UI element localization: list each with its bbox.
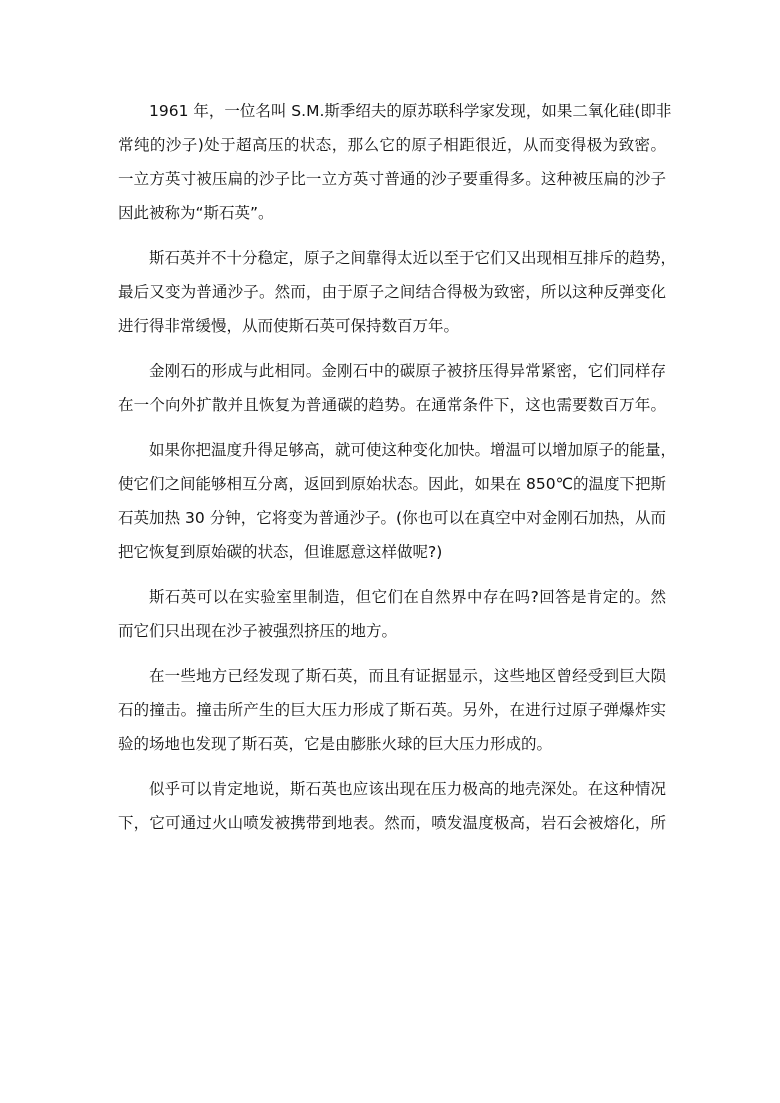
paragraph-2: [118, 248, 677, 336]
article-body: [118, 101, 677, 858]
text-line: 似乎可以肯定地说，斯石英也应该出现在压力极高的地壳深处。在这种情况: [149, 780, 666, 798]
text-line: 因此被称为“斯石英”。: [118, 204, 274, 222]
text-line: 1961 年，一位名叫 S.M.斯季绍夫的原苏联科学家发现，如果二氧化硅(即非: [149, 102, 672, 120]
text-line: 如果你把温度升得足够高，就可使这种变化加快。增温可以增加原子的能量，: [149, 441, 677, 459]
text-line: 验的场地也发现了斯石英，它是由膨胀火球的巨大压力形成的。: [118, 735, 553, 753]
paragraph-7: [118, 779, 666, 833]
text-line: 石英加热 30 分钟，它将变为普通沙子。(你也可以在真空中对金刚石加热，从而: [118, 509, 666, 527]
text-line: 进行得非常缓慢，从而使斯石英可保持数百万年。: [118, 317, 460, 335]
text-line: 一立方英寸被压扁的沙子比一立方英寸普通的沙子要重得多。这种被压扁的沙子: [118, 170, 666, 188]
text-line: 斯石英可以在实验室里制造，但它们在自然界中存在吗?回答是肯定的。然: [149, 588, 666, 606]
text-line: 使它们之间能够相互分离，返回到原始状态。因此，如果在 850℃的温度下把斯: [118, 475, 666, 493]
text-line: 把它恢复到原始碳的状态，但谁愿意这样做呢?): [118, 543, 443, 561]
text-line: 金刚石的形成与此相同。金刚石中的碳原子被挤压得异常紧密，它们同样存: [149, 362, 666, 380]
paragraph-5: [118, 587, 666, 641]
text-line: 而它们只出现在沙子被强烈挤压的地方。: [118, 622, 398, 640]
text-line: 最后又变为普通沙子。然而，由于原子之间结合得极为致密，所以这种反弹变化: [118, 283, 666, 301]
text-line: 斯石英并不十分稳定，原子之间靠得太近以至于它们又出现相互排斥的趋势，: [149, 249, 677, 267]
paragraph-6: [118, 666, 666, 754]
text-line: 在一些地方已经发现了斯石英，而且有证据显示，这些地区曾经受到巨大陨: [149, 667, 666, 685]
text-line: 常纯的沙子)处于超高压的状态，那么它的原子相距很近，从而变得极为致密。: [118, 136, 666, 154]
paragraph-3: [118, 361, 666, 415]
paragraph-1: [118, 101, 672, 223]
text-line: 在一个向外扩散并且恢复为普通碳的趋势。在通常条件下，这也需要数百万年。: [118, 396, 666, 414]
text-line: 石的撞击。撞击所产生的巨大压力形成了斯石英。另外，在进行过原子弹爆炸实: [118, 701, 666, 719]
paragraph-4: [118, 440, 677, 562]
text-line: 下，它可通过火山喷发被携带到地表。然而，喷发温度极高，岩石会被熔化，所: [118, 814, 666, 832]
